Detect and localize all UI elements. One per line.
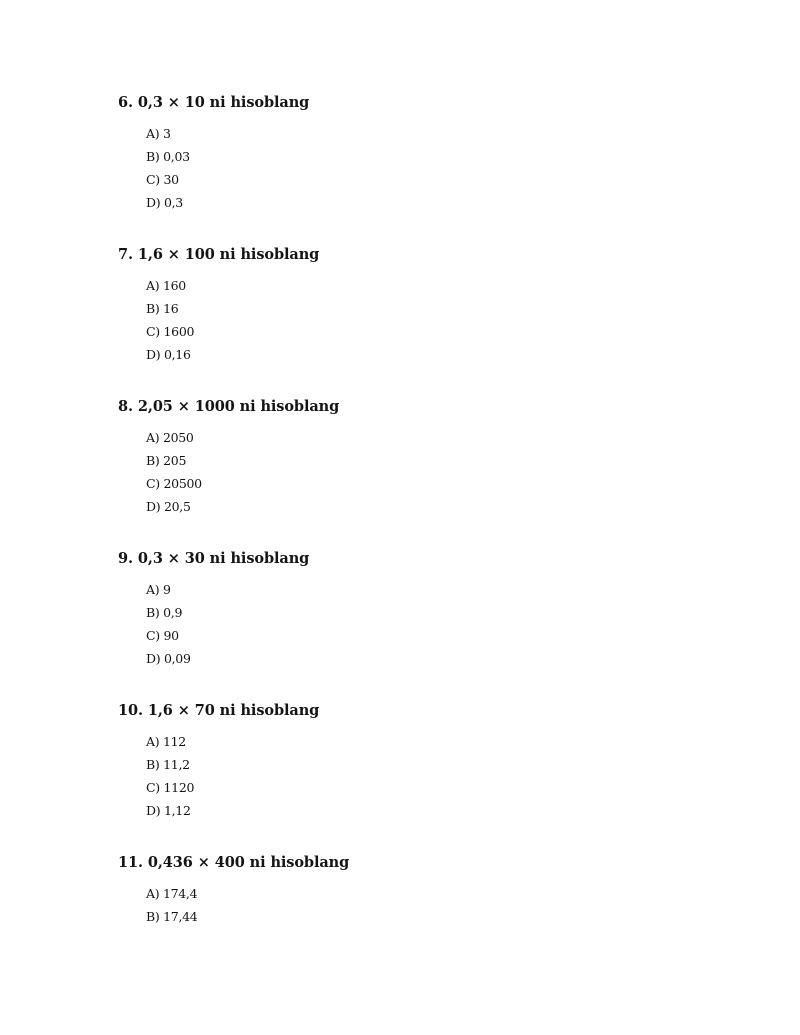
question-6 (118, 94, 718, 214)
option-a: A) 3 (146, 126, 171, 141)
option-c: C) 20500 (146, 476, 202, 491)
answer-options (118, 274, 718, 366)
option-d: D) 1,12 (146, 803, 191, 818)
answer-options (118, 578, 718, 670)
option-c: C) 30 (146, 172, 179, 187)
option-d: D) 0,16 (146, 347, 191, 362)
option-c: C) 1600 (146, 324, 195, 339)
option-b: B) 0,9 (146, 605, 183, 620)
option-b: B) 17,44 (146, 909, 198, 924)
option-b: B) 0,03 (146, 149, 190, 164)
answer-options (118, 426, 718, 518)
option-a: A) 2050 (146, 430, 194, 445)
answer-options (118, 730, 718, 822)
option-d: D) 0,3 (146, 195, 183, 210)
question-title: 7. 1,6 × 100 ni hisoblang (118, 246, 320, 263)
question-title: 8. 2,05 × 1000 ni hisoblang (118, 398, 340, 415)
option-a: A) 160 (146, 278, 186, 293)
option-a: A) 9 (146, 582, 171, 597)
option-a: A) 174,4 (146, 886, 198, 901)
question-title: 11. 0,436 × 400 ni hisoblang (118, 854, 350, 871)
question-9 (118, 550, 718, 670)
question-10 (118, 702, 718, 822)
option-b: B) 16 (146, 301, 179, 316)
option-d: D) 20,5 (146, 499, 191, 514)
option-c: C) 1120 (146, 780, 195, 795)
option-a: A) 112 (146, 734, 186, 749)
question-title: 9. 0,3 × 30 ni hisoblang (118, 550, 310, 567)
answer-options (118, 122, 718, 214)
question-8 (118, 398, 718, 518)
option-d: D) 0,09 (146, 651, 191, 666)
option-b: B) 11,2 (146, 757, 190, 772)
option-b: B) 205 (146, 453, 187, 468)
answer-options (118, 882, 718, 928)
question-11 (118, 854, 718, 928)
question-title: 6. 0,3 × 10 ni hisoblang (118, 94, 310, 111)
question-title: 10. 1,6 × 70 ni hisoblang (118, 702, 320, 719)
question-7 (118, 246, 718, 366)
option-c: C) 90 (146, 628, 179, 643)
